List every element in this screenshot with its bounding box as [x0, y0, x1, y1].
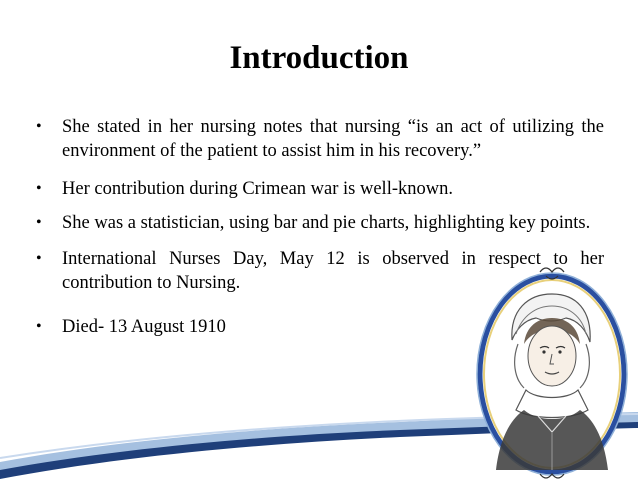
- bullet-text: Her contribution during Crimean war is well-known.: [62, 179, 453, 199]
- bullet-text: Died- 13 August 1910: [62, 317, 226, 337]
- bullet-dot: •: [36, 180, 42, 197]
- bullet-dot: •: [36, 118, 42, 135]
- bullet-item: [34, 211, 604, 235]
- bullet-item: [34, 177, 604, 201]
- bullet-dot: •: [36, 214, 42, 231]
- slide-title: Introduction: [229, 40, 409, 76]
- portrait-image: [466, 260, 638, 479]
- bullet-text: International Nurses Day, May 12 is observed in respect to her contribution to Nursing.: [62, 249, 604, 293]
- bullet-dot: •: [36, 250, 42, 267]
- bullet-dot: •: [36, 318, 42, 335]
- bullet-text: She stated in her nursing notes that nursing “is an act of utilizing the environment of the patient to assist him in his recovery.”: [62, 117, 604, 161]
- bullet-text: She was a statistician, using bar and pie charts, highlighting key points.: [62, 213, 591, 233]
- bullet-item: [34, 115, 604, 163]
